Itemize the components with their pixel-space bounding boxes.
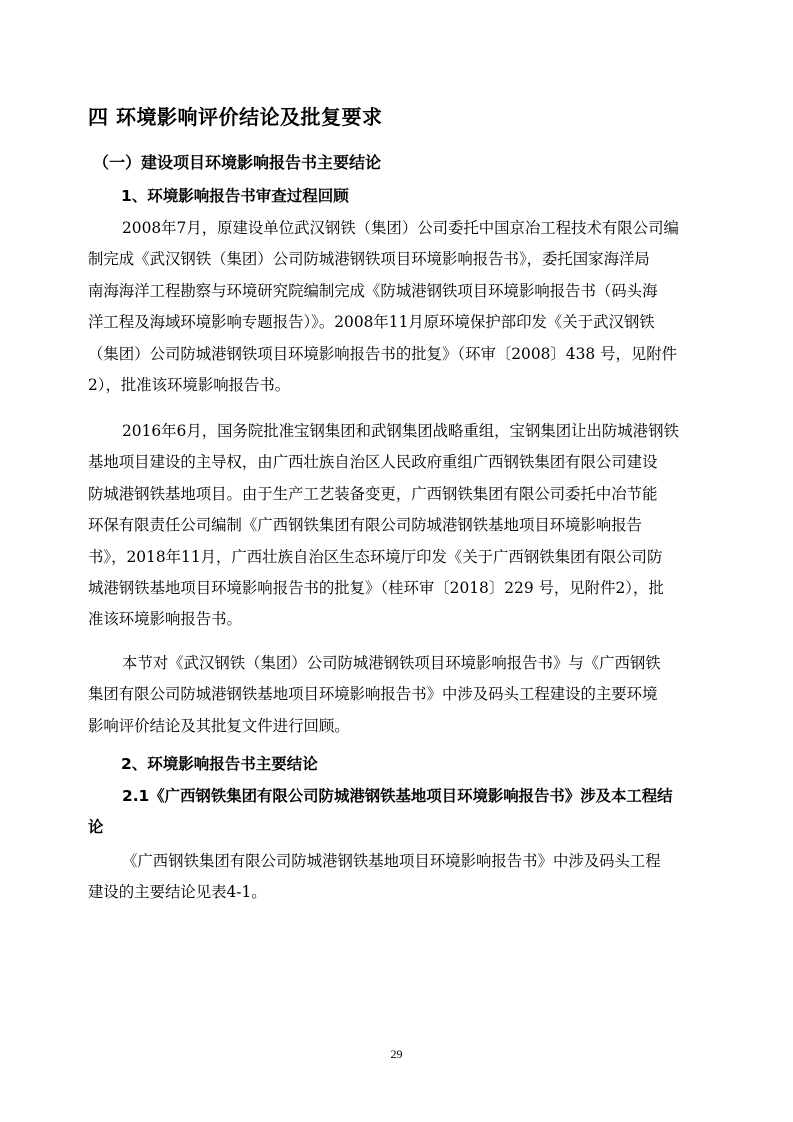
section-title: 四 环境影响评价结论及批复要求 xyxy=(88,105,383,129)
paragraph-line: 制完成《武汉钢铁（集团）公司防城港钢铁项目环境影响报告书》，委托国家海洋局 xyxy=(88,250,650,269)
paragraph-2 xyxy=(88,416,708,636)
paragraph-1 xyxy=(88,213,708,401)
paragraph-4 xyxy=(88,846,708,909)
heading-review-process: 1、环境影响报告书审查过程回顾 xyxy=(121,187,349,205)
paragraph-line: 洋工程及海域环境影响专题报告）》。2008年11月原环境保护部印发《关于武汉钢铁 xyxy=(88,313,655,332)
paragraph-line: 《广西钢铁集团有限公司防城港钢铁基地项目环境影响报告书》中涉及码头工程 xyxy=(122,852,661,870)
paragraph-line: 集团有限公司防城港钢铁基地项目环境影响报告书》中涉及码头工程建设的主要环境 xyxy=(88,685,658,704)
heading-2-1 xyxy=(88,781,708,844)
paragraph-line: 书》，2018年11月，广西壮族自治区生态环境厅印发《关于广西钢铁集团有限公司防 xyxy=(88,547,663,566)
paragraph-line: 准该环境影响报告书。 xyxy=(88,610,242,629)
paragraph-line: 环保有限责任公司编制《广西钢铁集团有限公司防城港钢铁基地项目环境影响报告 xyxy=(88,516,643,535)
paragraph-line: （集团）公司防城港钢铁项目环境影响报告书的批复》（环审〔2008〕438 号，见附件 xyxy=(88,344,678,363)
paragraph-3 xyxy=(88,648,708,742)
page-number: 29 xyxy=(390,1047,403,1061)
paragraph-line: 2016年6月，国务院批准宝钢集团和武钢集团战略重组，宝钢集团让出防城港钢铁 xyxy=(122,422,679,440)
paragraph-line: 南海海洋工程勘察与环境研究院编制完成《防城港钢铁项目环境影响报告书（码头海 xyxy=(88,281,658,300)
paragraph-line: 2008年7月，原建设单位武汉钢铁（集团）公司委托中国京冶工程技术有限公司编 xyxy=(122,219,679,237)
paragraph-line: 2），批准该环境影响报告书。 xyxy=(88,375,291,394)
paragraph-line: 防城港钢铁基地项目。由于生产工艺装备变更，广西钢铁集团有限公司委托中冶节能 xyxy=(88,484,658,503)
paragraph-line: 基地项目建设的主导权，由广西壮族自治区人民政府重组广西钢铁集团有限公司建设 xyxy=(88,453,658,472)
paragraph-line: 城港钢铁基地项目环境影响报告书的批复》（桂环审〔2018〕229 号，见附件2），批 xyxy=(88,578,664,597)
heading-main-conclusions: 2、环境影响报告书主要结论 xyxy=(121,755,318,773)
subsection-title: （一）建设项目环境影响报告书主要结论 xyxy=(93,153,382,172)
heading-line: 论 xyxy=(88,818,104,837)
paragraph-line: 本节对《武汉钢铁（集团）公司防城港钢铁项目环境影响报告书》与《广西钢铁 xyxy=(122,654,661,672)
paragraph-line: 影响评价结论及其批复文件进行回顾。 xyxy=(88,716,350,735)
paragraph-line: 建设的主要结论见表4-1。 xyxy=(88,883,267,902)
heading-line: 2.1《广西钢铁集团有限公司防城港钢铁基地项目环境影响报告书》涉及本工程结 xyxy=(122,787,673,805)
